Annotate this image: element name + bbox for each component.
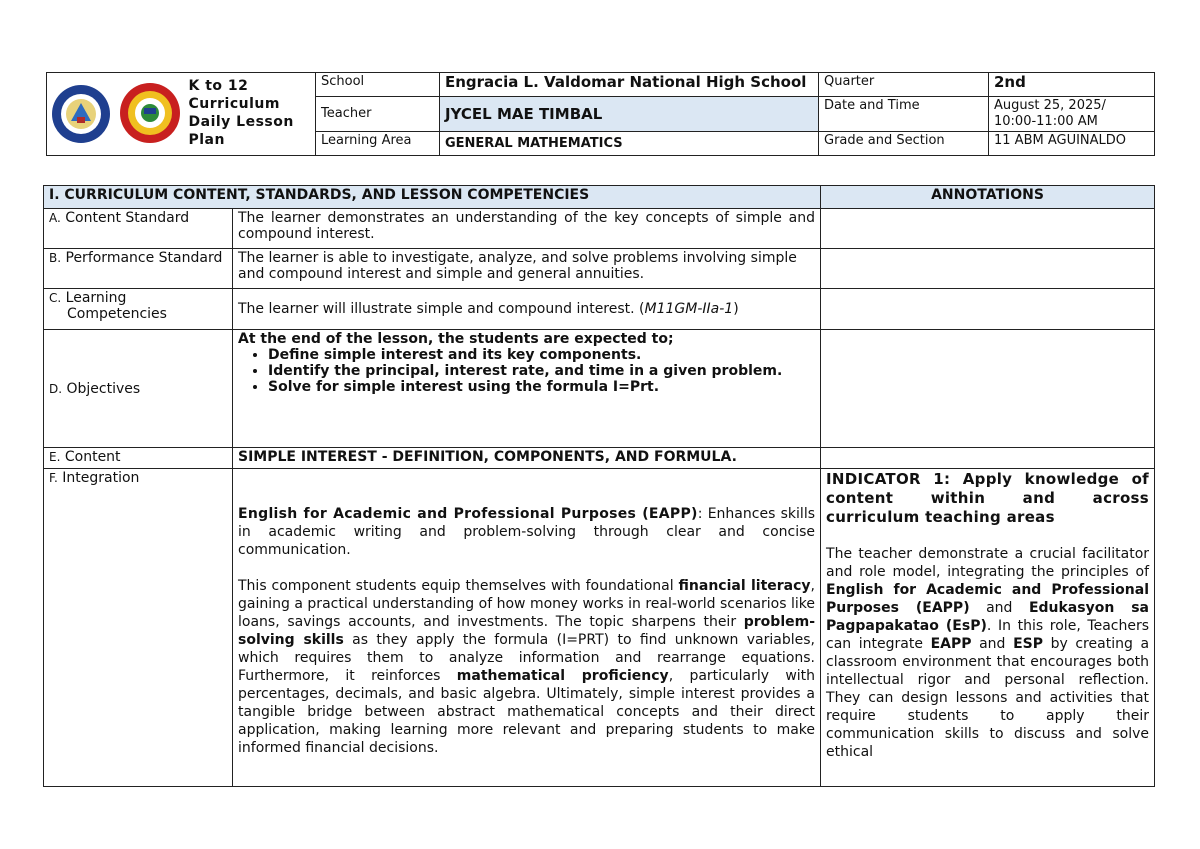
list-item: • Solve for simple interest using the formula I=Prt. [268,379,815,395]
content-label: E. Content [44,448,233,469]
objectives-label: D. Objectives [44,330,233,448]
quarter-label: Quarter [819,73,989,97]
learning-competencies-label: C. Learning Competencies [44,289,233,330]
deped-seal-icon [52,85,110,143]
objectives-intro: At the end of the lesson, the students are expected to; [238,331,674,347]
content-standard-text: The learner demonstrates an understanding of the key concepts of simple and compound interest. [233,209,821,249]
performance-standard-annotation [821,249,1155,289]
school-seal-icon [120,83,180,143]
area-label: Learning Area [316,132,440,156]
performance-standard-label: B. Performance Standard [44,249,233,289]
objectives-text [233,330,821,448]
section-heading: I. CURRICULUM CONTENT, STANDARDS, AND LESSON COMPETENCIES [44,186,821,209]
learning-competencies-annotation [821,289,1155,330]
integration-paragraph: This component students equip themselves with foundational financial literacy, gaining a practical understanding of how money works in real-world scenarios like loans, savings accounts, and investments. The topic sharpens their problem-solving skills as they apply the formula (I=PRT) to find unknown variables, which requires them to analyze information and rearrange equations. Furthermore, it reinforces mathematical proficiency, particularly with percentages, decimals, and basic algebra. Ultimately, simple interest provides a tangible bridge between abstract mathematical concepts and their direct application, making learning more relevant and preparing students to make informed financial decisions. [238,578,816,756]
section-label: Grade and Section [819,132,989,156]
plan-title: K to 12 Curriculum Daily Lesson Plan [184,73,316,156]
integration-text [233,469,821,787]
integration-label: F. Integration [44,469,233,787]
integration-annotation [821,469,1155,787]
datetime-value: August 25, 2025/ 10:00-11:00 AM [989,97,1155,132]
content-annotation [821,448,1155,469]
performance-standard-text: The learner is able to investigate, analyze, and solve problems involving simple and compound interest and simple and general annuities. [233,249,821,289]
school-label: School [316,73,440,97]
quarter-value: 2nd [989,73,1155,97]
learning-competencies-text: The learner will illustrate simple and compound interest. (M11GM-IIa-1) [233,289,821,330]
indicator-title: INDICATOR 1: Apply knowledge of content within and across curriculum teaching areas [826,470,1150,526]
lesson-plan-header [46,72,1155,156]
content-standard-label: A. Content Standard [44,209,233,249]
list-item: • Define simple interest and its key components. [268,347,815,363]
annotation-paragraph: The teacher demonstrate a crucial facilitator and role model, integrating the principles of English for Academic and Professional Purposes (EAPP) and Edukasyon sa Pagpapakatao (EsP). In this role, Teachers can integrate EAPP and ESP by creating a classroom environment that encourages both intellectual rigor and personal reflection. They can design lessons and activities that require students to apply their communication skills to discuss and solve ethical [826,546,1150,760]
annotations-heading: ANNOTATIONS [821,186,1155,209]
logos-cell [47,73,184,156]
teacher-label: Teacher [316,97,440,132]
school-name: Engracia L. Valdomar National High School [440,73,819,97]
datetime-label: Date and Time [819,97,989,132]
logos [47,77,183,156]
curriculum-table [43,185,1155,787]
eapp-paragraph: English for Academic and Professional Purposes (EAPP): Enhances skills in academic writing and problem-solving through clear and concise communication. [238,506,816,558]
section-value: 11 ABM AGUINALDO [989,132,1155,156]
teacher-name: JYCEL MAE TIMBAL [440,97,819,132]
area-value: GENERAL MATHEMATICS [440,132,819,156]
list-item: • Identify the principal, interest rate, and time in a given problem. [268,363,815,379]
competency-code: M11GM-IIa-1 [644,301,734,317]
content-standard-annotation [821,209,1155,249]
objectives-list [238,347,815,395]
content-text: SIMPLE INTEREST - DEFINITION, COMPONENTS, AND FORMULA. [233,448,821,469]
objectives-annotation [821,330,1155,448]
